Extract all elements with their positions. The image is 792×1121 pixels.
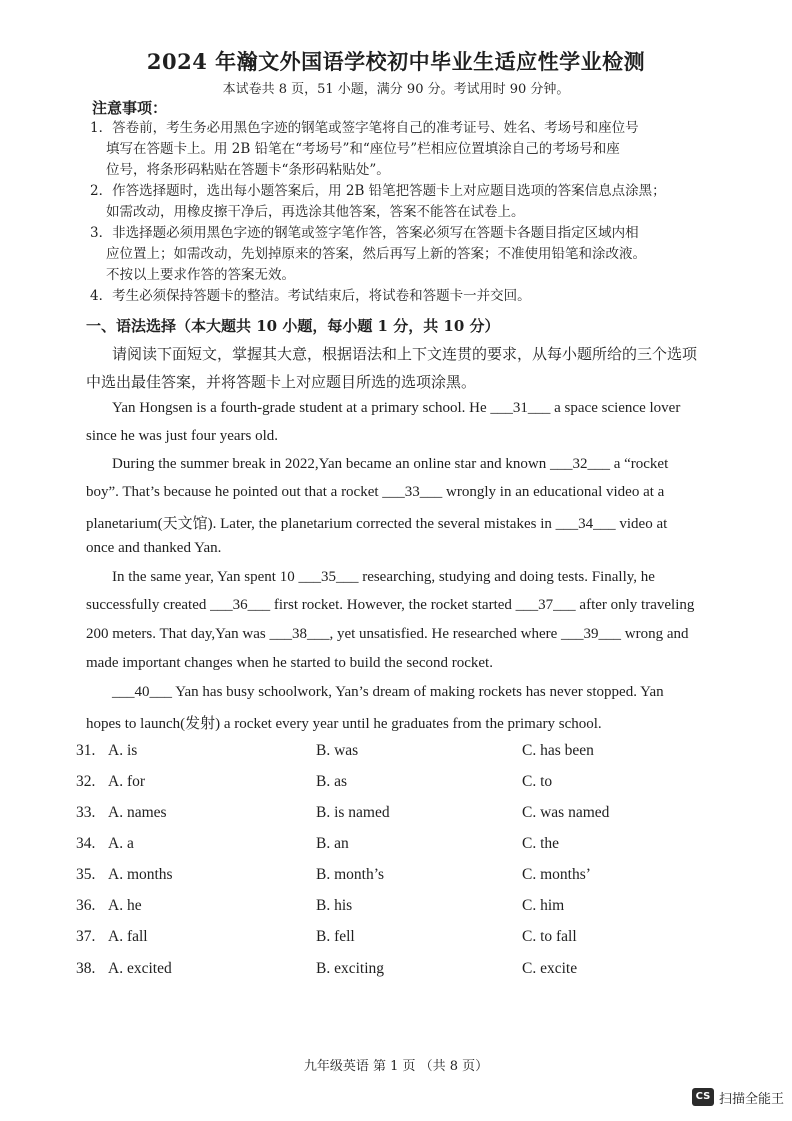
question-number: 34.: [76, 835, 96, 852]
scanner-logo-icon: CS: [692, 1088, 714, 1106]
option-c: C. the: [522, 835, 560, 852]
page-footer: 九年级英语 第 1 页 （共 8 页）: [303, 1059, 489, 1074]
question-number: 37.: [76, 928, 96, 945]
page-title: 2024 年瀚文外国语学校初中毕业生适应性学业检测: [146, 49, 646, 74]
option-b: B. fell: [316, 928, 355, 945]
question-number: 31.: [76, 742, 96, 759]
passage-line: since he was just four years old.: [86, 428, 279, 444]
passage-line: ___40___ Yan has busy schoolwork, Yan’s dream of making rockets has never stopped. Yan: [112, 684, 664, 700]
option-b: B. his: [316, 897, 353, 914]
notice-line: 4．考生必须保持答题卡的整洁。考试结束后，将试卷和答题卡一并交回。: [90, 288, 531, 304]
passage-line: 200 meters. That day,Yan was ___38___, yet unsatisfied. He researched where ___39___ wrong and: [86, 626, 689, 642]
notice-line: 位号，将条形码粘贴在答题卡“条形码粘贴处”。: [106, 162, 390, 178]
question-number: 32.: [76, 773, 96, 790]
option-c: C. to: [522, 773, 553, 790]
section-heading: 一、语法选择（本大题共 10 小题，每小题 1 分，共 10 分）: [86, 317, 500, 335]
scanner-watermark: 扫描全能王: [719, 1092, 785, 1107]
option-c: C. excite: [522, 960, 578, 977]
option-a: A. a: [108, 835, 134, 852]
option-c: C. was named: [522, 804, 610, 821]
notice-line: 填写在答题卡上。用 2B 铅笔在“考场号”和“座位号”栏相应位置填涂自己的考场号和座: [106, 141, 620, 157]
section-instruction: 中选出最佳答案，并将答题卡上对应题目所选的选项涂黑。: [86, 373, 477, 391]
question-number: 35.: [76, 866, 96, 883]
option-c: C. has been: [522, 742, 594, 759]
passage-line: Yan Hongsen is a fourth-grade student at a primary school. He ___31___ a space science lover: [112, 400, 681, 416]
option-b: B. as: [316, 773, 347, 790]
notice-line: 1．答卷前，考生务必用黑色字迹的钢笔或签字笔将自己的准考证号、姓名、考场号和座位号: [90, 120, 639, 136]
passage-line: hopes to launch(发射) a rocket every year until he graduates from the primary school.: [86, 716, 602, 732]
option-a: A. he: [108, 897, 142, 914]
exam-info: 本试卷共 8 页，51 小题，满分 90 分。考试用时 90 分钟。: [222, 82, 570, 97]
section-instruction: 请阅读下面短文，掌握其大意，根据语法和上下文连贯的要求，从每小题所给的三个选项: [112, 345, 698, 363]
option-a: A. months: [108, 866, 173, 883]
option-b: B. is named: [316, 804, 390, 821]
passage-line: once and thanked Yan.: [86, 540, 222, 556]
option-a: A. names: [108, 804, 167, 821]
question-number: 38.: [76, 960, 96, 977]
notice-line: 2．作答选择题时，选出每小题答案后，用 2B 铅笔把答题卡上对应题目选项的答案信息点涂黑；: [90, 183, 666, 199]
option-b: B. was: [316, 742, 359, 759]
passage-line: During the summer break in 2022,Yan became an online star and known ___32___ a “rocket: [112, 456, 669, 472]
notice-line: 不按以上要求作答的答案无效。: [106, 267, 295, 283]
question-number: 33.: [76, 804, 96, 821]
option-a: A. excited: [108, 960, 172, 977]
option-b: B. an: [316, 835, 349, 852]
option-b: B. exciting: [316, 960, 385, 977]
notice-heading: 注意事项：: [92, 99, 168, 117]
passage-line: successfully created ___36___ first rocket. However, the rocket started ___37___ after only traveling: [86, 597, 695, 613]
notice-line: 3．非选择题必须用黑色字迹的钢笔或签字笔作答，答案必须写在答题卡各题目指定区域内相: [90, 225, 639, 241]
passage-line: planetarium(天文馆). Later, the planetarium corrected the several mistakes in ___34___ video at: [86, 516, 668, 532]
notice-line: 如需改动，用橡皮擦干净后，再选涂其他答案，答案不能答在试卷上。: [106, 204, 525, 220]
option-a: A. for: [108, 773, 146, 790]
option-c: C. months’: [522, 866, 591, 883]
passage-line: boy”. That’s because he pointed out that a rocket ___33___ wrongly in an educational video at a: [86, 484, 665, 500]
option-b: B. month’s: [316, 866, 385, 883]
passage-line: made important changes when he started to build the second rocket.: [86, 655, 493, 671]
question-number: 36.: [76, 897, 96, 914]
notice-line: 应位置上；如需改动，先划掉原来的答案，然后再写上新的答案；不准使用铅笔和涂改液。: [106, 246, 646, 262]
passage-line: In the same year, Yan spent 10 ___35___ researching, studying and doing tests. Finally, he: [112, 569, 655, 585]
option-a: A. fall: [108, 928, 148, 945]
option-a: A. is: [108, 742, 138, 759]
option-c: C. him: [522, 897, 565, 914]
option-c: C. to fall: [522, 928, 577, 945]
